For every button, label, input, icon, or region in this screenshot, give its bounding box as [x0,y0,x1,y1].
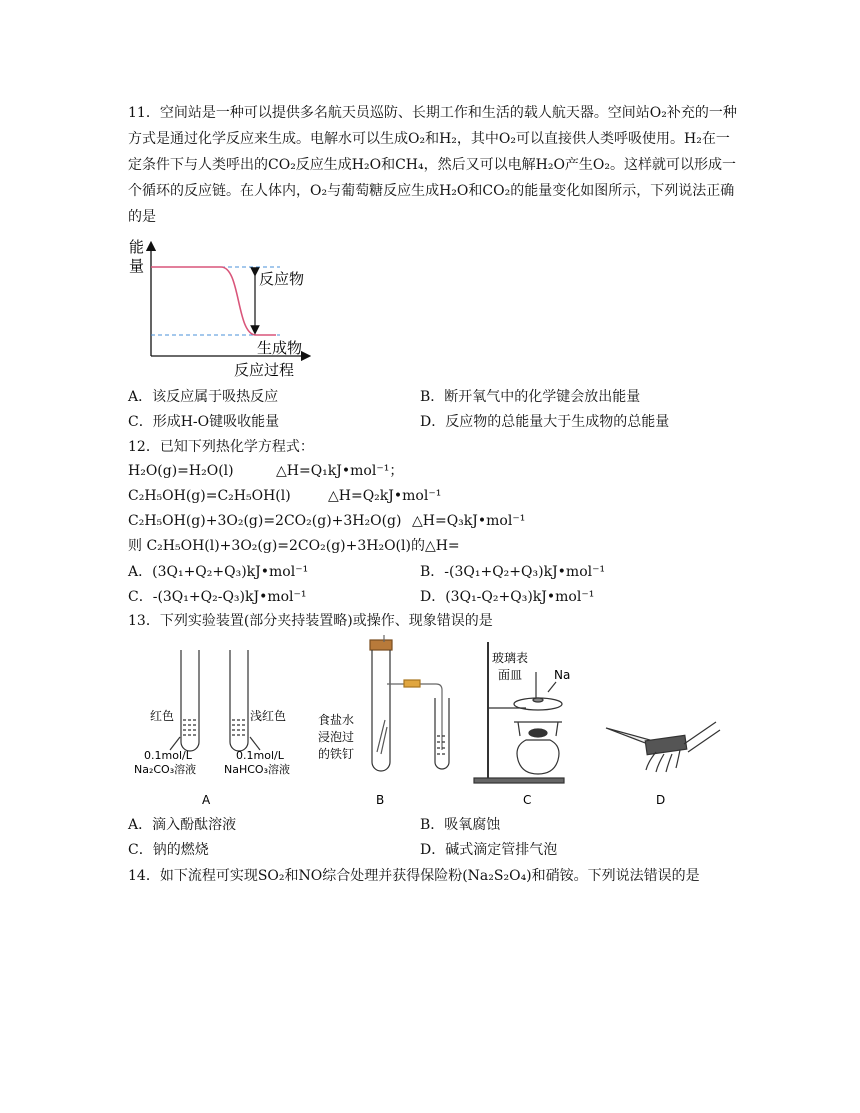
apparatus-d [606,722,720,772]
c-label-2: 面皿 [498,668,523,682]
q12-option-d: D．(3Q₁-Q₂+Q₃)kJ•mol⁻¹ [420,589,595,605]
a-right-conc: 0.1mol/L [236,749,284,762]
product-label: 生成物 [257,339,303,357]
q11-option-a: A．该反应属于吸热反应 [128,389,279,405]
a-right-color: 浅红色 [250,709,287,723]
apparatus-b [370,635,449,771]
q12-dh3: △H=Q₃kJ•mol⁻¹ [412,513,526,529]
q12-dh1: △H=Q₁kJ•mol⁻¹； [276,463,404,479]
q13-option-c: C．钠的燃烧 [128,842,209,858]
test-tube-na2co3 [181,650,199,751]
stand-base [474,778,564,783]
a-left-conc: 0.1mol/L [144,749,192,762]
x-label: 反应过程 [234,361,295,378]
a-left-sol: Na₂CO₃溶液 [134,763,197,776]
b-label-3: 的铁钉 [318,747,355,761]
caption-d: D [656,793,666,807]
q12-eq2: C₂H₅OH(g)=C₂H₅OH(l) [128,488,291,504]
y-label-1: 能 [129,238,145,256]
q12-stem: 12．已知下列热化学方程式： [128,439,314,455]
a-right-sol: NaHCO₃溶液 [224,763,290,776]
alcohol-lamp [517,740,559,774]
burette-body [684,722,720,752]
reactant-label: 反应物 [259,270,305,288]
delivery-tube [384,635,442,750]
q11-option-d: D．反应物的总能量大于生成物的总能量 [420,414,670,430]
q11-option-c: C．形成H-O键吸收能量 [128,414,280,430]
glass-tip [606,728,650,744]
apparatus-a [170,650,260,751]
q12-ask: 则 C₂H₅OH(l)+3O₂(g)=2CO₂(g)+3H₂O(l)的△H= [128,538,460,554]
q11-stem: 11．空间站是一种可以提供多名航天员巡防、长期工作和生活的载人航天器。空间站O₂补充的一种方式是通过化学反应来生成。电解水可以生成O₂和H₂，其中O₂可以直接供人类呼吸使用。H₂在一定条件下与人类呼出的CO₂反应生成H₂O和CH₄，然后又可以电解H₂O产生O₂。这样就可以形成一个循环的反应链。在人体内，O₂与葡萄糖反应生成H₂O和CO₂的能量变化如图所示，下列说法正确的是 [128,105,737,225]
y-label-2: 量 [129,257,145,275]
apparatus-figure [128,632,728,812]
q14-stem: 14．如下流程可实现SO₂和NO综合处理并获得保险粉(Na₂S₂O₄)和硝铵。下列说法错误的是 [128,868,700,884]
q12-option-a: A．(3Q₁+Q₂+Q₃)kJ•mol⁻¹ [128,564,309,580]
q12-dh2: △H=Q₂kJ•mol⁻¹ [328,488,442,504]
rubber-tube [645,735,687,754]
q12-eq3: C₂H₅OH(g)+3O₂(g)=2CO₂(g)+3H₂O(g) [128,513,402,529]
caption-c: C [523,793,532,807]
c-label-na: Na [554,668,571,682]
energy-diagram [126,238,316,378]
iron-nail [377,720,387,754]
b-label-1: 食盐水 [318,713,355,727]
q11-option-b: B．断开氧气中的化学键会放出能量 [420,389,641,405]
q12-eq1: H₂O(g)=H₂O(l) [128,463,234,479]
q13-stem: 13．下列实验装置(部分夹持装置略)或操作、现象错误的是 [128,613,493,629]
test-tube-nahco3 [230,650,248,751]
flame [529,729,547,737]
c-label-1: 玻璃表 [492,651,529,665]
q12-option-b: B．-(3Q₁+Q₂+Q₃)kJ•mol⁻¹ [420,564,606,580]
q13-option-d: D．碱式滴定管排气泡 [420,842,558,858]
q13-option-b: B．吸氧腐蚀 [420,817,501,833]
q13-option-a: A．滴入酚酞溶液 [128,817,237,833]
caption-b: B [376,793,385,807]
stopper [370,640,392,650]
energy-curve [151,267,276,335]
caption-a: A [202,793,211,807]
b-label-2: 浸泡过 [318,730,355,744]
q12-option-c: C．-(3Q₁+Q₂-Q₃)kJ•mol⁻¹ [128,589,307,605]
a-left-color: 红色 [150,709,175,723]
